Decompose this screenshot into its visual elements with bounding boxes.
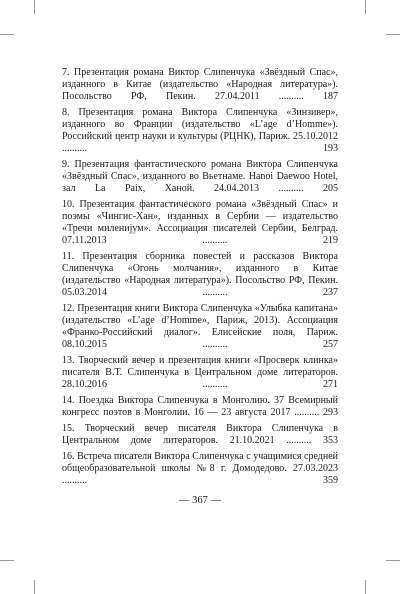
toc-entry <box>62 159 338 195</box>
crop-mark <box>365 0 366 14</box>
dot-leader: .......... <box>107 287 323 298</box>
toc-entry-page: 219 <box>323 235 338 246</box>
toc-entry-page: 187 <box>323 91 339 102</box>
toc-entry-title: 16. Встреча писателя Виктора Слипенчука с учащимися средней общеобразовательной школы №8 г. Домодедово. 27.03.2023 <box>62 451 338 474</box>
toc-entry-title: 9. Презентация фантастического романа Виктора Слипенчука «Звёздный Спас», изданного во Вьетнаме. Hanoi Daewoo Hotel, зал La Paix, Ханой. 24.04.2013 <box>62 159 338 194</box>
table-of-contents <box>62 67 338 491</box>
toc-entry-page: 293 <box>323 407 338 418</box>
toc-entry <box>62 451 338 487</box>
dot-leader: .......... <box>106 235 323 246</box>
toc-entry-title: 7. Презентация романа Виктор Слипенчука «Звёздный Спас», изданного в Китае (издательство «Народная литература»). Посольство РФ, Пекин. 27.04.2011 <box>62 67 338 102</box>
toc-entry-title: 13. Творческий вечер и презентация книги «Просверк клинка» писателя В.Т. Слипенчука в Центральном доме литераторов. 28.10.2016 <box>62 355 338 390</box>
toc-entry-page: 237 <box>323 287 338 298</box>
crop-mark <box>34 580 35 594</box>
toc-entry <box>62 355 338 391</box>
dot-leader: .......... <box>62 143 323 154</box>
crop-mark <box>386 34 400 35</box>
dot-leader: .......... <box>259 91 324 102</box>
dot-leader: .......... <box>290 407 323 418</box>
dot-leader: .......... <box>62 475 323 486</box>
toc-entry <box>62 423 338 447</box>
crop-mark <box>34 0 35 14</box>
toc-entry-page: 271 <box>323 379 338 390</box>
toc-entry-page: 257 <box>323 339 338 350</box>
crop-mark <box>0 560 14 561</box>
dot-leader: .......... <box>107 379 323 390</box>
toc-entry <box>62 199 338 247</box>
toc-entry <box>62 303 338 351</box>
toc-entry-title: 14. Поездка Виктора Слипенчука в Монголию. 37 Всемирный конгресс поэтов в Монголии. 16 — 23 августа 2017 <box>62 395 338 418</box>
toc-entry <box>62 67 338 103</box>
toc-entry-title: 12. Презентация книги Виктора Слипенчука «Улыбка капитана» (издательство «L’age d’Homme», Париж, 2013). Ассоциация «Франко-Российский диалог». Елисейские поля, Париж. 08.10.2015 <box>62 303 338 350</box>
toc-entry-title: 8. Презентация романа Виктора Слипенчука «Зинзивер», изданного во Франции (издательство «L’age d’Homme»). Российский центр науки и культуры (РЦНК), Париж. 25.10.2012 <box>62 107 338 142</box>
dot-leader: .......... <box>274 435 323 446</box>
dot-leader: .......... <box>259 183 324 194</box>
dot-leader: .......... <box>107 339 323 350</box>
page-number: — 367 — <box>179 495 221 506</box>
crop-mark <box>365 580 366 594</box>
toc-entry <box>62 395 338 419</box>
toc-entry-page: 353 <box>323 435 338 446</box>
crop-mark <box>0 34 14 35</box>
toc-entry-title: 10. Презентация фантастического романа «Звёздный Спас» и поэмы «Чингис-Хан», изданных в Сербии — издательство «Тречи миленијум». Ассоциация писателей Сербии, Белград. 07.11.2013 <box>62 199 338 246</box>
toc-entry-title: 15. Творческий вечер писателя Виктора Слипенчука в Центральном доме литераторов. 21.10.2021 <box>62 423 338 446</box>
toc-entry <box>62 251 338 299</box>
toc-entry-page: 205 <box>323 183 339 194</box>
toc-entry-page: 193 <box>323 143 338 154</box>
toc-entry-title: 11. Презентация сборника повестей и рассказов Виктора Слипенчука «Огонь молчания», изданного в Китае (издательство «Народная литература»). Посольство РФ, Пекин. 05.03.2014 <box>62 251 338 298</box>
crop-mark <box>386 560 400 561</box>
toc-entry <box>62 107 338 155</box>
toc-entry-page: 359 <box>323 475 338 486</box>
